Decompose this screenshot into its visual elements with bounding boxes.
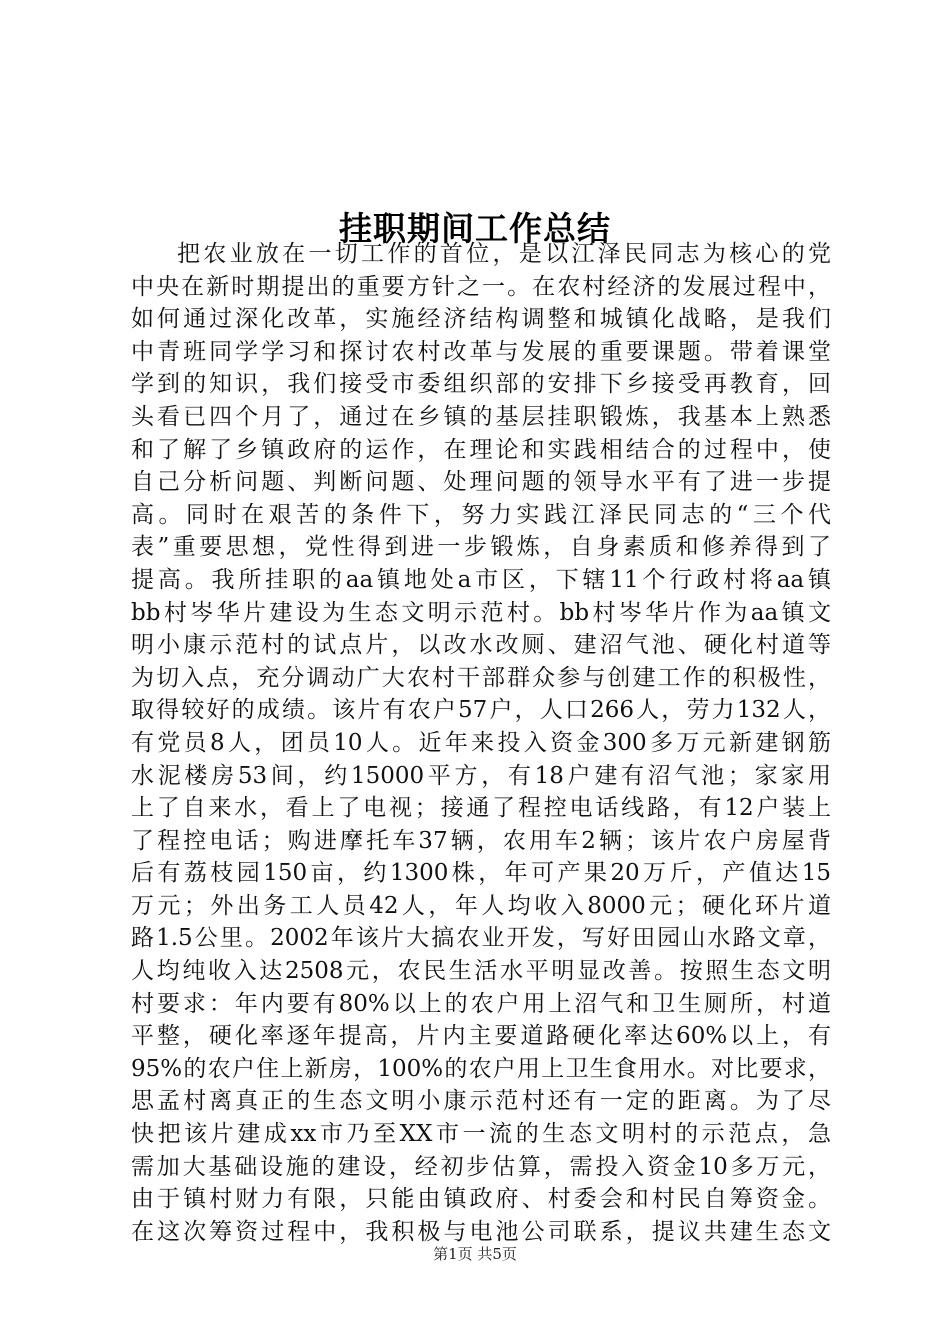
body-line: 在这次筹资过程中，我积极与电池公司联系，提议共建生态文 [131,1218,831,1245]
body-line: 提高。我所挂职的aa镇地处a市区，下辖11个行政村将aa镇 [131,566,831,593]
body-line: 思孟村离真正的生态文明小康示范村还有一定的距离。为了尽 [131,1088,831,1115]
body-line: 把农业放在一切工作的首位，是以江泽民同志为核心的党 [177,241,831,267]
body-line: 取得较好的成绩。该片有农户57户，人口266人，劳力132人， [131,697,831,724]
body-line: 由于镇村财力有限，只能由镇政府、村委会和村民自筹资金。 [131,1186,831,1213]
body-line: 万元；外出务工人员42人，年人均收入8000元；硬化环片道 [131,892,831,919]
body-line: 中央在新时期提出的重要方针之一。在农村经济的发展过程中， [131,273,831,300]
body-line: 水泥楼房53间，约15000平方，有18户建有沼气池；家家用 [131,762,831,789]
body-line: bb村岑华片建设为生态文明示范村。bb村岑华片作为aa镇文 [131,599,831,626]
body-line: 自己分析问题、判断问题、处理问题的领导水平有了进一步提 [131,469,831,496]
body-line: 有党员8人，团员10人。近年来投入资金300多万元新建钢筋 [131,729,831,756]
body-line: 为切入点，充分调动广大农村干部群众参与创建工作的积极性， [131,664,831,691]
body-line: 高。同时在艰苦的条件下，努力实践江泽民同志的“三个代 [131,501,831,528]
body-line: 村要求：年内要有80%以上的农户用上沼气和卫生厕所，村道 [131,990,831,1017]
body-line: 人均纯收入达2508元，农民生活水平明显改善。按照生态文明 [131,958,831,985]
page-footer: 第1页 共5页 [433,1245,517,1263]
body-line: 路1.5公里。2002年该片大搞农业开发，写好田园山水路文章， [131,925,831,952]
body-line: 学到的知识，我们接受市委组织部的安排下乡接受再教育，回 [131,371,831,398]
body-line: 平整，硬化率逐年提高，片内主要道路硬化率达60%以上，有 [131,1023,831,1050]
body-line: 表”重要思想，党性得到进一步锻炼，自身素质和修养得到了 [131,534,831,561]
body-line: 快把该片建成xx市乃至XX市一流的生态文明村的示范点，急 [131,1121,831,1148]
body-line: 如何通过深化改革，实施经济结构调整和城镇化战略，是我们 [131,306,831,333]
body-line: 明小康示范村的试点片，以改水改厕、建沼气池、硬化村道等 [131,632,831,659]
body-line: 中青班同学学习和探讨农村改革与发展的重要课题。带着课堂 [131,338,831,365]
body-line: 头看已四个月了，通过在乡镇的基层挂职锻炼，我基本上熟悉 [131,403,831,430]
body-paragraph [131,238,831,1248]
body-line: 需加大基础设施的建设，经初步估算，需投入资金10多万元， [131,1153,831,1180]
body-line: 了程控电话；购进摩托车37辆，农用车2辆；该片农户房屋背 [131,827,831,854]
body-line: 后有荔枝园150亩，约1300株，年可产果20万斤，产值达15 [131,860,831,887]
document-title: 挂职期间工作总结 [339,209,611,249]
body-line: 和了解了乡镇政府的运作，在理论和实践相结合的过程中，使 [131,436,831,463]
body-line: 上了自来水，看上了电视；接通了程控电话线路，有12户装上 [131,795,831,822]
body-line: 95%的农户住上新房，100%的农户用上卫生食用水。对比要求， [131,1055,831,1082]
